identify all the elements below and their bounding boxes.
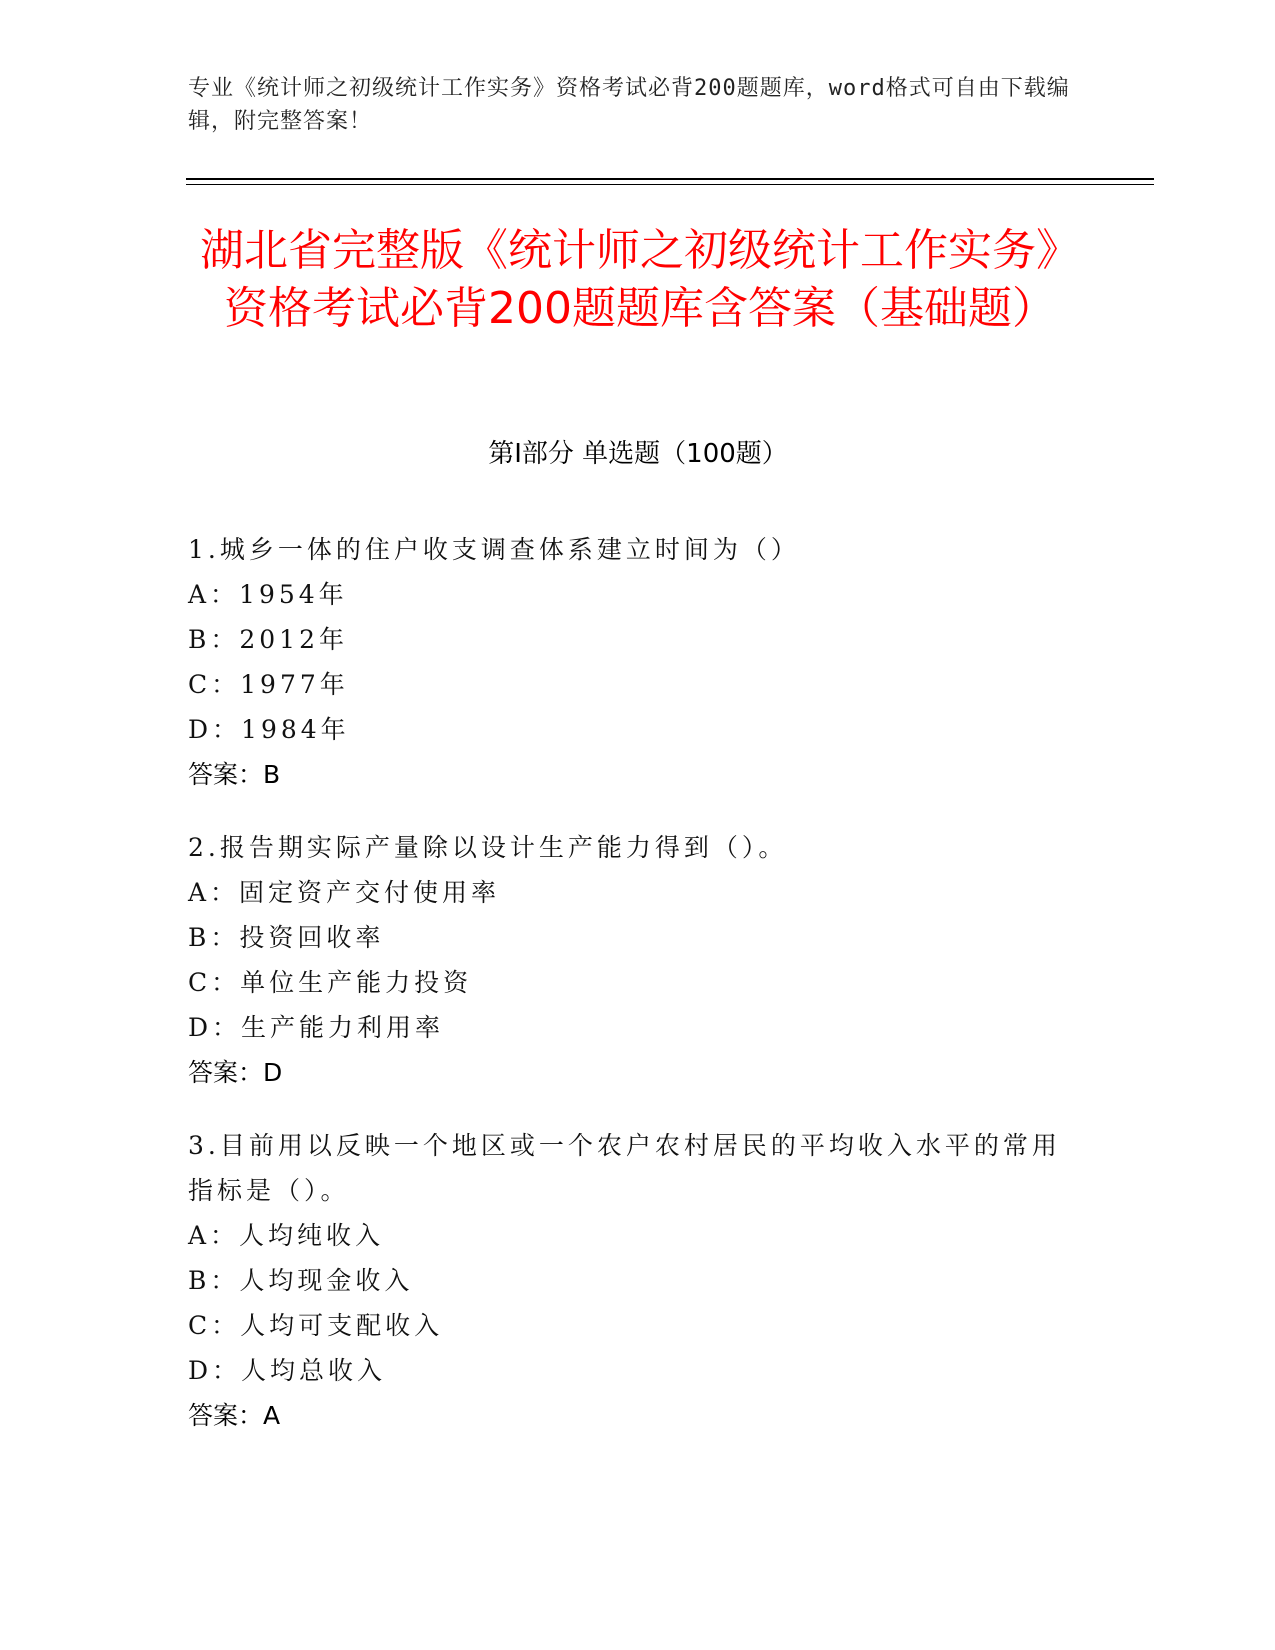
option-b: B：投资回收率 [188, 923, 385, 952]
option-d: D：生产能力利用率 [188, 1013, 445, 1042]
answer-line: 答案：B [188, 760, 281, 789]
header-divider-thin [186, 184, 1154, 185]
option-c: C：1977年 [188, 670, 349, 699]
question-stem: 2.报告期实际产量除以设计生产能力得到（）。 [188, 833, 788, 862]
option-d: D：1984年 [188, 715, 350, 744]
document-title: 湖北省完整版《统计师之初级统计工作实务》资格考试必背200题题库含答案（基础题） [200, 225, 1080, 334]
option-d: D：人均总收入 [188, 1356, 387, 1385]
option-a: A：人均纯收入 [188, 1221, 385, 1250]
option-a: A：1954年 [188, 580, 348, 609]
option-b: B：2012年 [188, 625, 348, 654]
option-c: C：单位生产能力投资 [188, 968, 473, 997]
question-stem: 3.目前用以反映一个地区或一个农户农村居民的平均收入水平的常用指标是（）。 [188, 1131, 1061, 1205]
question-1 [188, 527, 1068, 797]
question-2 [188, 825, 1068, 1095]
question-list [188, 527, 1068, 1466]
option-c: C：人均可支配收入 [188, 1311, 444, 1340]
option-a: A：固定资产交付使用率 [188, 878, 501, 907]
header-note: 专业《统计师之初级统计工作实务》资格考试必背200题题库，word格式可自由下载编辑，附完整答案！ [188, 76, 1070, 134]
question-stem: 1.城乡一体的住户收支调查体系建立时间为（） [188, 535, 800, 564]
section-title: 第I部分 单选题（100题） [488, 439, 788, 469]
answer-line: 答案：D [188, 1058, 283, 1087]
question-3 [188, 1123, 1068, 1438]
header-divider-thick [186, 178, 1154, 180]
option-b: B：人均现金收入 [188, 1266, 414, 1295]
answer-line: 答案：A [188, 1401, 281, 1430]
